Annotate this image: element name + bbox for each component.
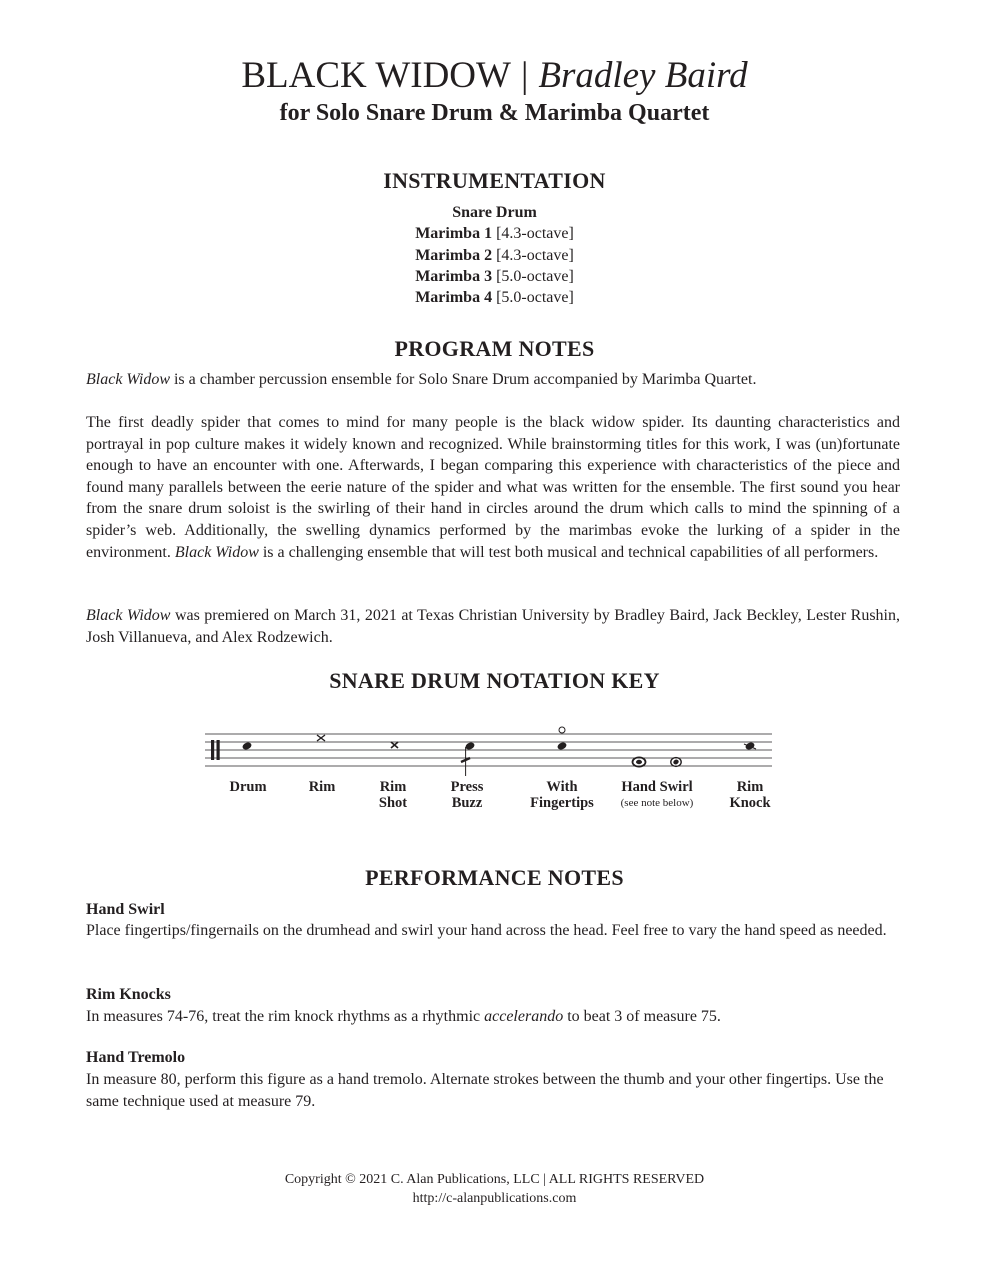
instrument-name: Marimba 4 — [415, 289, 493, 307]
piece-title-italic: Black Widow — [174, 543, 259, 561]
notation-label-fingertips: With — [546, 779, 578, 795]
notation-label-hand-swirl: Hand Swirl — [621, 779, 693, 795]
instrument-item — [0, 287, 989, 308]
title-separator: | — [520, 55, 529, 96]
rim-shot-notehead-icon — [391, 742, 398, 748]
piece-title-italic: Black Widow — [86, 371, 170, 388]
instrumentation-list — [0, 202, 989, 308]
program-notes-paragraph-3 — [86, 605, 900, 648]
instrument-item — [0, 266, 989, 287]
paragraph-text: was premiered on March 31, 2021 at Texas Christian University by Bradley Baird, Jack Beckley, Lester Rushin, Josh Villanueva, and Alex Rodzewich. — [86, 607, 901, 646]
instrument-detail: [4.3-octave] — [492, 225, 574, 243]
instrument-item — [0, 245, 989, 266]
instrument-name: Snare Drum — [452, 204, 537, 221]
composer-name: Bradley Baird — [538, 55, 748, 96]
hand-tremolo-title: Hand Tremolo — [86, 1049, 186, 1066]
instrument-detail: [5.0-octave] — [492, 289, 574, 307]
subtitle: for Solo Snare Drum & Marimba Quartet — [279, 100, 710, 126]
notation-label-hand-swirl-note: (see note below) — [620, 797, 694, 809]
notation-label-rim: Rim — [308, 779, 336, 795]
publisher-url: http://c-alanpublications.com — [412, 1191, 577, 1206]
hand-swirl-title: Hand Swirl — [86, 901, 165, 918]
rim-x-notehead-icon — [317, 735, 325, 741]
notation-label-rim-shot-line2: Shot — [378, 795, 408, 811]
instrument-name: Marimba 2 — [415, 246, 493, 264]
notation-key-heading: SNARE DRUM NOTATION KEY — [329, 668, 660, 693]
hand-swirl-text: Place fingertips/fingernails on the drumhead and swirl your hand across the head. Feel free to vary the hand speed as needed. — [86, 922, 887, 939]
drum-note-icon — [242, 741, 253, 750]
notation-labels — [229, 779, 771, 811]
notation-label-fingertips-line2: Fingertips — [530, 795, 594, 811]
program-notes-paragraph-1 — [86, 369, 900, 391]
instrumentation-heading: INSTRUMENTATION — [383, 168, 606, 193]
notation-label-rim-knock: Rim — [736, 779, 764, 795]
rim-knocks-title: Rim Knocks — [86, 986, 171, 1003]
program-notes-heading: PROGRAM NOTES — [394, 336, 595, 361]
paragraph-text: is a challenging ensemble that will test both musical and technical capabilities of all performers. — [258, 543, 879, 561]
hand-tremolo-text: In measure 80, perform this figure as a hand tremolo. Alternate strokes between the thumb and your other fingertips. Use the same technique used at measure 79. — [86, 1071, 884, 1110]
accelerando-term: accelerando — [484, 1008, 564, 1025]
staff-lines — [205, 734, 772, 766]
program-notes-paragraph-2 — [86, 412, 900, 563]
copyright-notice: Copyright © 2021 C. Alan Publications, LLC | ALL RIGHTS RESERVED — [284, 1172, 705, 1187]
press-buzz-note-icon — [461, 741, 475, 776]
instrument-item — [0, 223, 989, 244]
notation-label-rim-knock-line2: Knock — [729, 795, 771, 811]
performance-notes-heading: PERFORMANCE NOTES — [365, 865, 624, 890]
notation-key-diagram — [200, 718, 800, 818]
piece-title: BLACK WIDOW — [241, 55, 511, 96]
instrument-detail: [5.0-octave] — [492, 267, 574, 285]
paragraph-text: In measures 74-76, treat the rim knock rhythms as a rhythmic — [86, 1008, 485, 1025]
hand-swirl-notehead-icon — [633, 757, 682, 766]
paragraph-text: is a chamber percussion ensemble for Solo Snare Drum accompanied by Marimba Quartet. — [169, 371, 757, 388]
instrument-name: Marimba 3 — [415, 267, 493, 285]
piece-title-italic: Black Widow — [86, 607, 171, 624]
notation-label-drum: Drum — [229, 779, 267, 795]
notation-label-press-buzz: Press — [450, 779, 484, 795]
rim-knock-note-icon — [744, 741, 756, 750]
paragraph-text: to beat 3 of measure 75. — [563, 1008, 721, 1025]
paragraph-text: The first deadly spider that comes to mind for many people is the black widow spider. Its daunting characteristics and portrayal in pop culture makes it widely known and recognized. While brainstorming titles for this work, I was (un)fortunate enough to have an encounter with one. Afterwards, I began comparing this experience with characteristics of the piece and found many parallels between the eerie nature of the spider and what was written for the ensemble. The first sound you hear from the snare drum soloist is the swirling of their hand in circles around the drum which calls to mind the spinning of a spider’s web. Additionally, the swelling dynamics performed by the marimbas evoke the lurking of a spider in the environment. — [86, 414, 900, 561]
instrument-detail: [4.3-octave] — [492, 246, 574, 264]
notation-label-rim-shot: Rim — [379, 779, 407, 795]
instrument-name: Marimba 1 — [415, 225, 493, 243]
rim-knocks-text — [86, 1006, 900, 1028]
title-line — [0, 54, 989, 98]
notation-label-press-buzz-line2: Buzz — [451, 795, 483, 811]
instrument-item — [0, 202, 989, 223]
fingertips-note-icon — [557, 727, 568, 751]
